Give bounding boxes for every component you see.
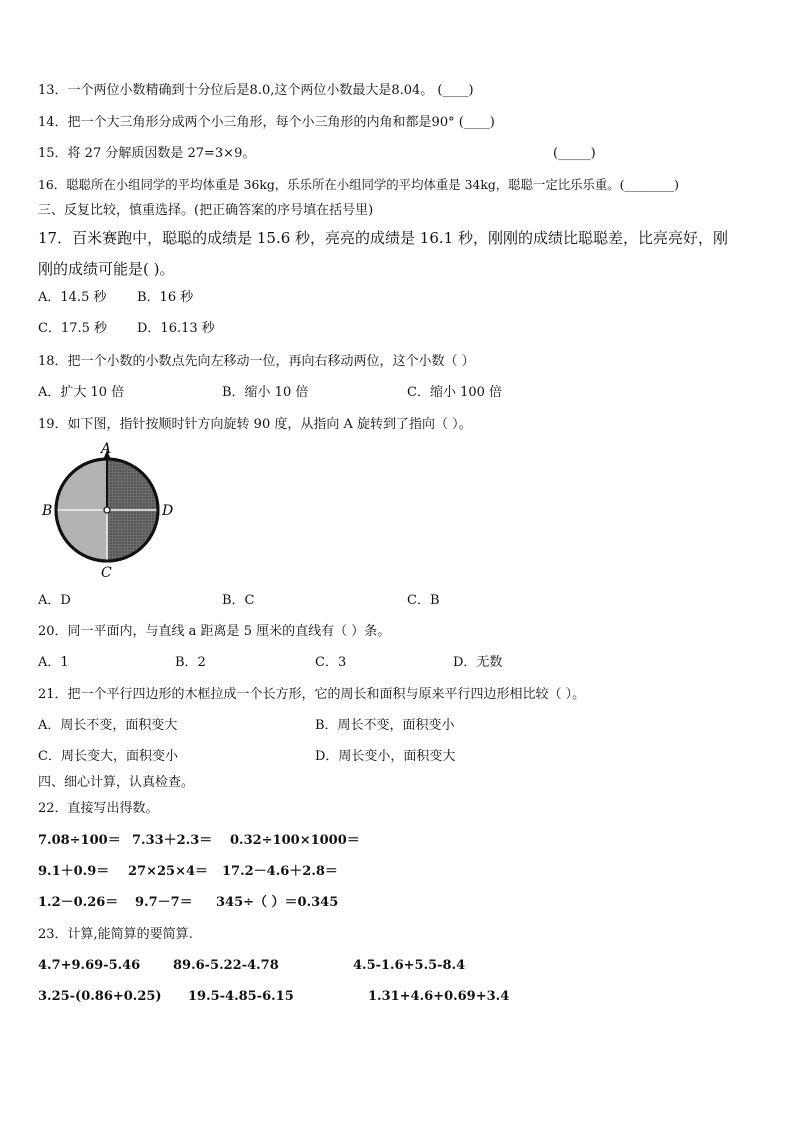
q18-option-a: A．扩大 10 倍 [38, 385, 125, 400]
q21-option-b: B．周长不变，面积变小 [315, 718, 455, 733]
q17-option-c: C．17.5 秒 [38, 321, 108, 336]
q18-option-c: C．缩小 100 倍 [407, 385, 503, 400]
q21-option-c: C．周长变大，面积变小 [38, 749, 178, 764]
q23-r1-c2: 89.6-5.22-4.78 [173, 958, 279, 973]
label-b: B [42, 503, 53, 519]
q15-answer-paren: (_____) [553, 146, 596, 161]
q22-r2-c2: 27×25×4＝ [128, 864, 209, 879]
q17-line-1: 17．百米赛跑中，聪聪的成绩是 15.6 秒，亮亮的成绩是 16.1 秒，刚刚的成绩比聪聪差，比亮亮好，刚 [38, 229, 728, 247]
q23: 23．计算,能简算的要简算. [38, 927, 193, 942]
q14: 14．把一个大三角形分成两个小三角形，每个小三角形的内角和都是90° (____) [38, 115, 495, 130]
q23-r1-c3: 4.5-1.6+5.5-8.4 [353, 958, 466, 973]
label-a: A [101, 441, 112, 457]
q13: 13．一个两位小数精确到十分位后是8.0,这个两位小数最大是8.04。 (____) [38, 83, 474, 98]
q22-r1-c2: 7.33＋2.3＝ [132, 833, 213, 848]
q22-r1-c3: 0.32÷100×1000＝ [230, 833, 360, 848]
label-c: C [101, 565, 112, 580]
q17-option-a: A．14.5 秒 [38, 290, 107, 305]
q21: 21．把一个平行四边形的木框拉成一个长方形，它的周长和面积与原来平行四边形相比较（ ）。 [38, 687, 586, 702]
q18: 18．把一个小数的小数点先向左移动一位，再向右移动两位，这个小数（ ） [38, 354, 475, 369]
q19-option-b: B．C [222, 593, 255, 608]
q22-r3-c1: 1.2－0.26＝ [38, 895, 119, 910]
section-3-heading: 三、反复比较，慎重选择。(把正确答案的序号填在括号里) [38, 203, 374, 218]
q22-r2-c3: 17.2－4.6＋2.8＝ [222, 864, 338, 879]
q22-r2-c1: 9.1＋0.9＝ [38, 864, 110, 879]
q21-option-a: A．周长不变，面积变大 [38, 718, 178, 733]
q21-option-d: D．周长变小，面积变大 [315, 749, 456, 764]
section-4-heading: 四、细心计算，认真检查。 [38, 775, 195, 790]
q22-r1-c1: 7.08÷100＝ [38, 833, 121, 848]
q20-option-b: B．2 [175, 655, 206, 670]
q23-r2-c3: 1.31+4.6+0.69+3.4 [368, 989, 510, 1004]
q20-option-c: C．3 [315, 655, 347, 670]
compass-dial-diagram [38, 440, 188, 580]
q23-r2-c1: 3.25-(0.86+0.25) [38, 989, 162, 1004]
q22: 22．直接写出得数。 [38, 801, 159, 816]
q17-option-b: B．16 秒 [137, 290, 194, 305]
q23-r1-c1: 4.7+9.69-5.46 [38, 958, 141, 973]
q20-option-d: D．无数 [453, 655, 503, 670]
q19: 19．如下图，指针按顺时针方向旋转 90 度，从指向 A 旋转到了指向（ ）。 [38, 417, 472, 432]
q15: 15．将 27 分解质因数是 27=3×9。 [38, 146, 256, 161]
q18-option-b: B．缩小 10 倍 [222, 385, 309, 400]
q17-line-2: 刚的成绩可能是( )。 [38, 260, 175, 278]
q22-r3-c2: 9.7－7＝ [135, 895, 193, 910]
q23-r2-c2: 19.5-4.85-6.15 [188, 989, 294, 1004]
q19-option-a: A．D [38, 593, 71, 608]
label-d: D [162, 503, 174, 519]
q20-option-a: A．1 [38, 655, 69, 670]
q17-option-d: D．16.13 秒 [137, 321, 215, 336]
q19-option-c: C．B [407, 593, 440, 608]
q22-r3-c3: 345÷（ ）＝0.345 [216, 895, 339, 910]
q20: 20．同一平面内，与直线 a 距离是 5 厘米的直线有（ ）条。 [38, 624, 391, 639]
q16: 16．聪聪所在小组同学的平均体重是 36kg，乐乐所在小组同学的平均体重是 34kg，聪聪一定比乐乐重。(________) [38, 177, 679, 192]
